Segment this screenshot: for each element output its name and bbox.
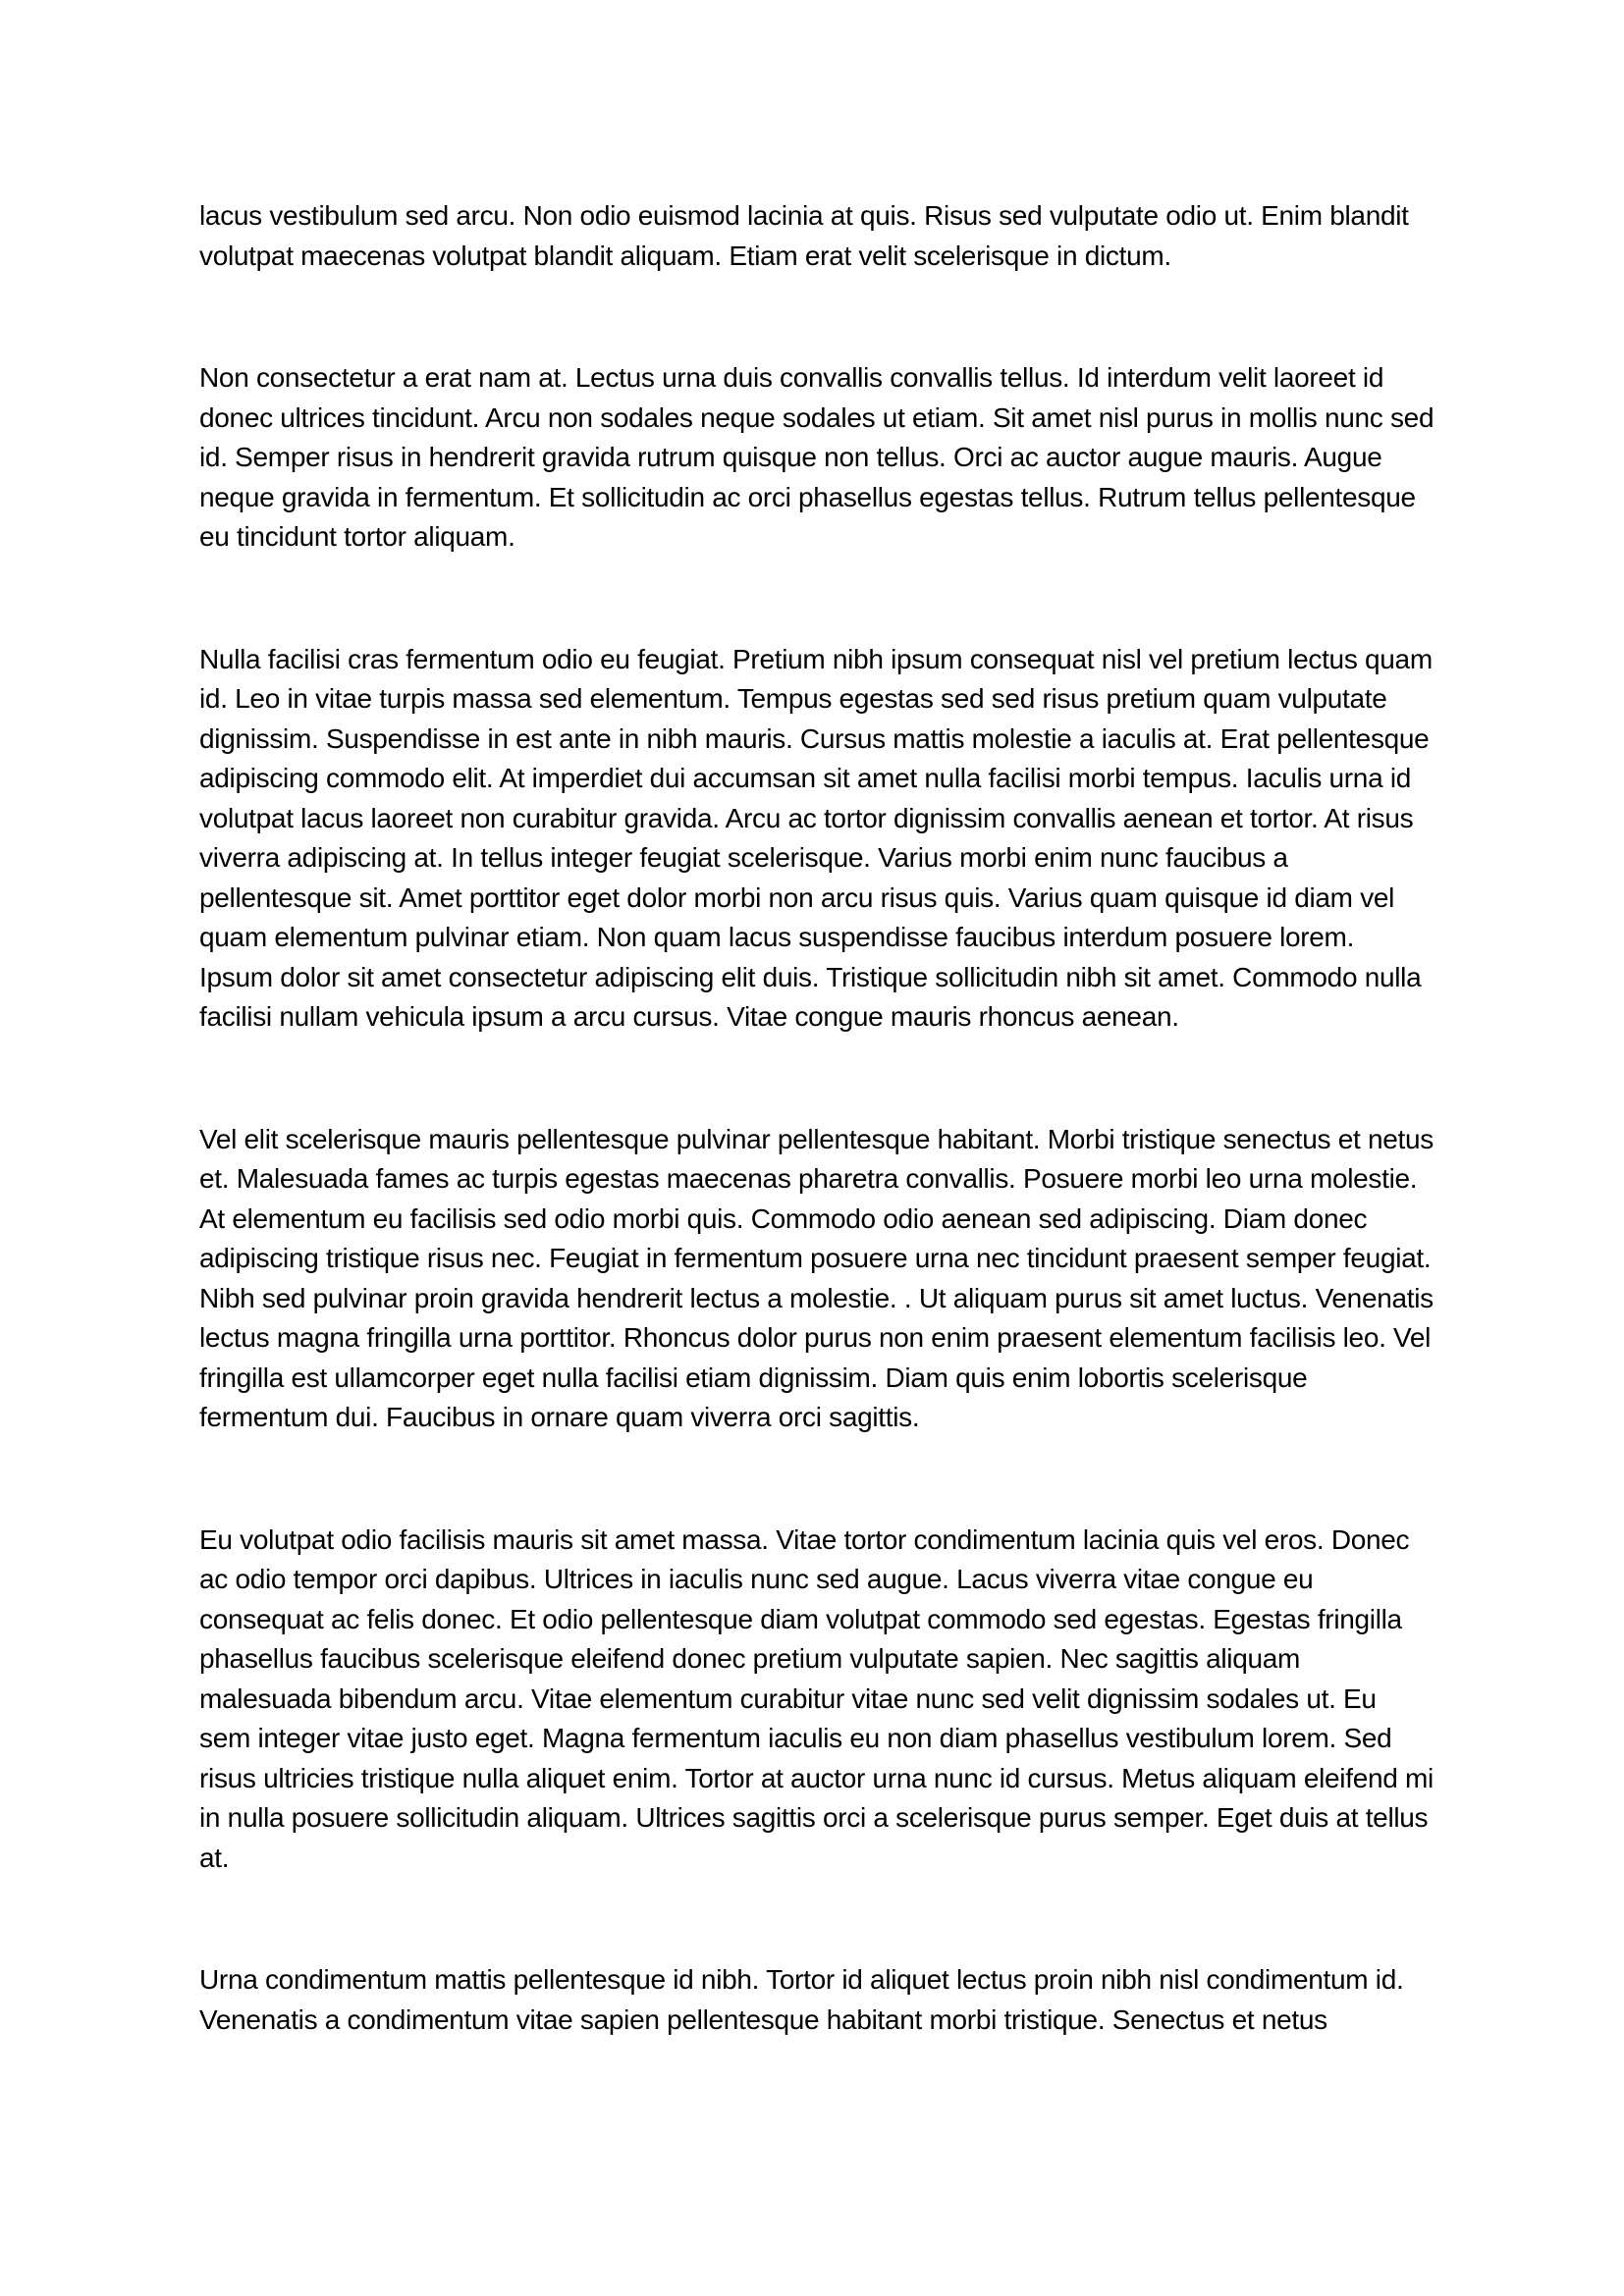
document-text-column (199, 196, 1435, 2040)
paragraph: Nulla facilisi cras fermentum odio eu feugiat. Pretium nibh ipsum consequat nisl vel pretium lectus quam id. Leo in vitae turpis massa sed elementum. Tempus egestas sed sed risus pretium quam vulputate dignissim. Suspendisse in est ante in nibh mauris. Cursus mattis molestie a iaculis at. Erat pellentesque adipiscing commodo elit. At imperdiet dui accumsan sit amet nulla facilisi morbi tempus. Iaculis urna id volutpat lacus laoreet non curabitur gravida. Arcu ac tortor dignissim convallis aenean et tortor. At risus viverra adipiscing at. In tellus integer feugiat scelerisque. Varius morbi enim nunc faucibus a pellentesque sit. Amet porttitor eget dolor morbi non arcu risus quis. Varius quam quisque id diam vel quam elementum pulvinar etiam. Non quam lacus suspendisse faucibus interdum posuere lorem. Ipsum dolor sit amet consectetur adipiscing elit duis. Tristique sollicitudin nibh sit amet. Commodo nulla facilisi nullam vehicula ipsum a arcu cursus. Vitae congue mauris rhoncus aenean. (199, 643, 1433, 1032)
paragraph: lacus vestibulum sed arcu. Non odio euismod lacinia at quis. Risus sed vulputate odio ut. Enim blandit volutpat maecenas volutpat blandit aliquam. Etiam erat velit scelerisque in dictum. (199, 200, 1409, 271)
paragraph: Urna condimentum mattis pellentesque id nibh. Tortor id aliquet lectus proin nibh nisl condimentum id. Venenatis a condimentum vitae sapien pellentesque habitant morbi tristique. Senectus et netus (199, 1964, 1404, 2035)
paragraph: Eu volutpat odio facilisis mauris sit amet massa. Vitae tortor condimentum lacinia quis vel eros. Donec ac odio tempor orci dapibus. Ultrices in iaculis nunc sed augue. Lacus viverra vitae congue eu consequat ac felis donec. Et odio pellentesque diam volutpat commodo sed egestas. Egestas fringilla phasellus faucibus scelerisque eleifend donec pretium vulputate sapien. Nec sagittis aliquam malesuada bibendum arcu. Vitae elementum curabitur vitae nunc sed velit dignissim sodales ut. Eu sem integer vitae justo eget. Magna fermentum iaculis eu non diam phasellus vestibulum lorem. Sed risus ultricies tristique nulla aliquet enim. Tortor at auctor urna nunc id cursus. Metus aliquam eleifend mi in nulla posuere sollicitudin aliquam. Ultrices sagittis orci a scelerisque purus semper. Eget duis at tellus at. (199, 1523, 1434, 1873)
paragraph: Vel elit scelerisque mauris pellentesque pulvinar pellentesque habitant. Morbi tristique senectus et netus et. Malesuada fames ac turpis egestas maecenas pharetra convallis. Posuere morbi leo urna molestie. At elementum eu facilisis sed odio morbi quis. Commodo odio aenean sed adipiscing. Diam donec adipiscing tristique risus nec. Feugiat in fermentum posuere urna nec tincidunt praesent semper feugiat. Nibh sed pulvinar proin gravida hendrerit lectus a molestie. . Ut aliquam purus sit amet luctus. Venenatis lectus magna fringilla urna porttitor. Rhoncus dolor purus non enim praesent elementum facilisis leo. Vel fringilla est ullamcorper eget nulla facilisi etiam dignissim. Diam quis enim lobortis scelerisque fermentum dui. Faucibus in ornare quam viverra orci sagittis. (199, 1123, 1434, 1432)
paragraph: Non consectetur a erat nam at. Lectus urna duis convallis convallis tellus. Id interdum velit laoreet id donec ultrices tincidunt. Arcu non sodales neque sodales ut etiam. Sit amet nisl purus in mollis nunc sed id. Semper risus in hendrerit gravida rutrum quisque non tellus. Orci ac auctor augue mauris. Augue neque gravida in fermentum. Et sollicitudin ac orci phasellus egestas tellus. Rutrum tellus pellentesque eu tincidunt tortor aliquam. (199, 362, 1435, 552)
